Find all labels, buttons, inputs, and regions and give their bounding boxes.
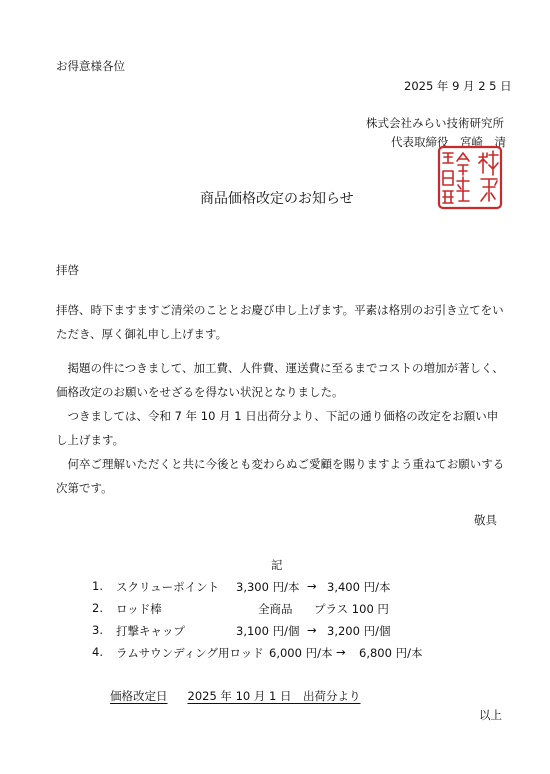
item-old-price: 全商品 [258,602,293,616]
item-new-price: プラス 100 円 [314,602,389,616]
item-old-price: 3,100 円/個 [236,624,300,638]
effective-date-value: 2025 年 10 月 1 日 出荷分より [187,689,361,703]
item-arrow: → [307,623,317,637]
item-number: 2. [92,601,103,615]
letter-date: 2025 年 9 月 2 5 日 [404,79,512,93]
closing-word: 敬具 [474,513,497,527]
item-old-price: 6,000 円/本 [269,646,333,660]
representative-name: 代表取締役 宮崎 清 [391,135,506,149]
paragraph-reason: 掲題の件につきまして、加工費、人件費、運送費に至るまでコストの増加が著しく、価格改定のお願いをせざるを得ない状況となりました。 [56,361,504,399]
paragraph-greeting: 拝啓、時下ますますご清栄のこととお慶び申し上げます。平素は格別のお引き立てをいただき、厚く御礼申し上げます。 [56,303,504,341]
salutation: 拝啓 [56,263,79,277]
document-title: 商品価格改定のお知らせ [200,191,354,207]
item-number: 1. [92,579,103,593]
item-new-price: 6,800 円/本 [359,646,423,660]
item-arrow: → [307,579,317,593]
effective-date-label: 価格改定日 [110,689,168,703]
item-name: ラムサウンディング用ロッド [116,646,264,660]
item-old-price: 3,300 円/本 [236,580,300,594]
company-seal-stamp [437,145,503,210]
item-arrow: → [336,645,346,659]
end-mark: 以上 [479,708,502,722]
item-name: 打撃キャップ [116,624,185,638]
item-new-price: 3,200 円/個 [327,624,391,638]
item-number: 3. [92,623,103,637]
effective-date-line [110,690,361,704]
paragraph-request: つきましては、令和 7 年 10 月 1 日出荷分より、下記の通り価格の改定をお願い申し上げます。 [56,409,499,447]
item-new-price: 3,400 円/本 [327,580,391,594]
paragraph-closing: 何卒ご理解いただくと共に今後とも変わらぬご愛顧を賜りますよう重ねてお願いする次第です。 [56,457,505,495]
item-name: ロッド棒 [116,602,162,616]
addressee: お得意様各位 [56,59,125,73]
item-number: 4. [92,645,103,659]
company-name: 株式会社みらい技術研究所 [366,116,504,130]
item-name: スクリューポイント [116,580,220,594]
ki-heading: 記 [271,558,283,572]
